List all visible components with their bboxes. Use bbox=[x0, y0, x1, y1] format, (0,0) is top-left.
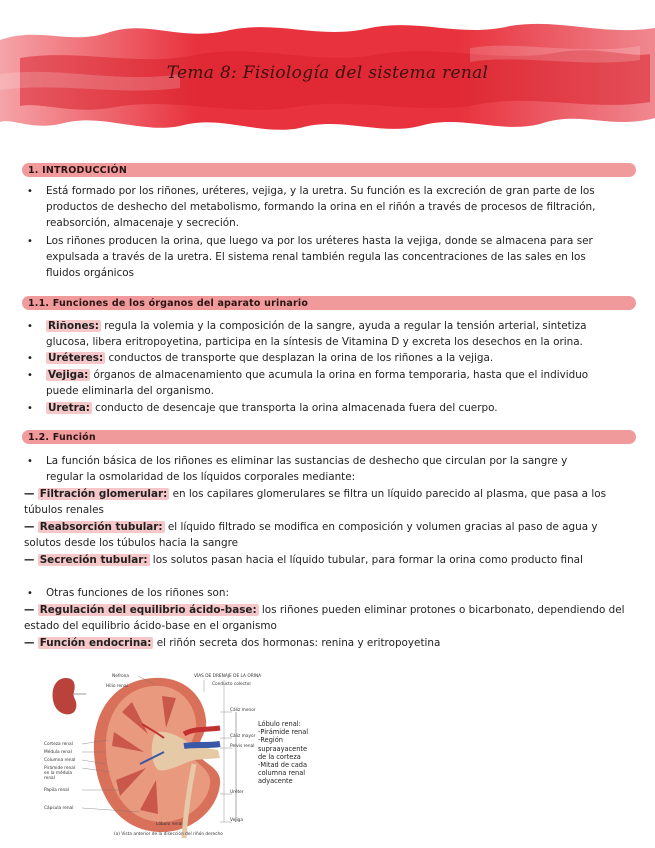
dash-mark: — bbox=[24, 521, 35, 533]
organ-rinones-text: regula la volemia y la composición de la sangre, ayuda a regular la tensión arterial, sintetiza bbox=[100, 320, 587, 332]
term-reabsorcion: Reabsorción tubular: bbox=[39, 521, 163, 533]
label-hilio: Hilio renal bbox=[106, 684, 128, 689]
label-medula: Médula renal bbox=[44, 750, 72, 755]
label-columna: Columna renal bbox=[44, 758, 76, 763]
organ-ureteres bbox=[46, 350, 493, 366]
lobulo-line: -Pirámide renal bbox=[258, 728, 309, 737]
organ-uretra bbox=[46, 400, 498, 416]
reabsorcion-text: el líquido filtrado se modifica en composición y volumen gracias al paso de agua y bbox=[164, 521, 598, 533]
term-filtracion: Filtración glomerular: bbox=[39, 488, 168, 500]
funcion-endocrina bbox=[24, 635, 440, 651]
label-piramide: Pirámide renal en la médula renal bbox=[44, 766, 76, 781]
lobulo-line: de la corteza bbox=[258, 752, 301, 761]
term-uretra: Uretra: bbox=[48, 402, 90, 414]
endocrina-text: el riñón secreta dos hormonas: renina y eritropoyetina bbox=[153, 637, 441, 649]
bullet-icon: • bbox=[27, 186, 33, 197]
label-vejiga: Vejiga bbox=[230, 818, 243, 823]
page-title: Tema 8: Fisiología del sistema renal bbox=[166, 63, 489, 83]
organ-vejiga-text: órganos de almacenamiento que acumula la orina en forma temporaria, hasta que el individuo bbox=[90, 369, 589, 381]
secrecion-text: los solutos pasan hacia el líquido tubular, para formar la orina como producto final bbox=[149, 554, 583, 566]
label-capsula: Cápsula renal bbox=[44, 806, 74, 811]
acido-text: los riñones pueden eliminar protones o bicarbonato, dependiendo del bbox=[258, 604, 625, 616]
filtracion-text: en los capilares glomerulares se filtra un líquido parecido al plasma, que pasa a los bbox=[169, 488, 606, 500]
funcion-acido-l1 bbox=[24, 602, 625, 618]
intro-b1-l2: productos de deshecho del metabolismo, formando la orina en el riñón a través de procesos de filtración, bbox=[46, 201, 596, 213]
organ-ureteres-text: conductos de transporte que desplazan la orina de los riñones a la vejiga. bbox=[105, 352, 494, 364]
label-papila: Papila renal bbox=[44, 788, 70, 793]
intro-b2-l3: fluidos orgánicos bbox=[46, 267, 135, 279]
bullet-icon: • bbox=[27, 456, 33, 467]
section-heading-organos: 1.1. Funciones de los órganos del aparato urinario bbox=[28, 298, 309, 309]
section-heading-intro: 1. INTRODUCCIÓN bbox=[28, 165, 127, 176]
term-vejiga: Vejiga: bbox=[48, 369, 89, 381]
label-ureter: Uréter bbox=[230, 790, 244, 795]
organ-rinones-l2: glucosa, libera eritropoyetina, participa en la síntesis de Vitamina D y excreta los desechos en la orina. bbox=[46, 336, 583, 348]
label-conducto: Conducto colector bbox=[212, 682, 252, 687]
lobulo-line: -Mitad de cada bbox=[258, 761, 308, 770]
section-bar-funcion bbox=[22, 430, 636, 444]
funcion-filtracion-l2: túbulos renales bbox=[24, 504, 104, 516]
funcion-otras: Otras funciones de los riñones son: bbox=[46, 587, 229, 599]
label-nefrona: Nefrona bbox=[112, 674, 130, 679]
term-rinones: Riñones: bbox=[48, 320, 99, 332]
lobulo-line: Lóbulo renal: bbox=[258, 720, 301, 728]
label-caliz-menor: Cáliz menor bbox=[230, 708, 256, 713]
lobulo-line: columna renal bbox=[258, 769, 306, 778]
bullet-icon: • bbox=[27, 353, 33, 364]
term-ureteres: Uréteres: bbox=[48, 352, 104, 364]
lobulo-line: adyacente bbox=[258, 777, 293, 786]
label-caliz-mayor: Cáliz mayor bbox=[230, 734, 256, 739]
term-acido-base: Regulación del equilibrio ácido-base: bbox=[39, 604, 257, 616]
dash-mark: — bbox=[24, 637, 35, 649]
funcion-reabsorcion-l2: solutos desde los túbulos hacia la sangre bbox=[24, 537, 239, 549]
bullet-icon: • bbox=[27, 370, 33, 381]
figure-caption: (a) Vista anterior de la disección del riñón derecho bbox=[114, 832, 223, 837]
dash-mark: — bbox=[24, 554, 35, 566]
lobulo-renal-legend bbox=[258, 720, 308, 786]
label-pelvis: Pelvis renal bbox=[230, 744, 255, 749]
bullet-icon: • bbox=[27, 588, 33, 599]
funcion-filtracion-l1 bbox=[24, 486, 606, 502]
label-vias: VÍAS DE DRENAJE DE LA ORINA bbox=[194, 674, 262, 679]
dash-mark: — bbox=[24, 604, 35, 616]
funcion-intro-l1: La función básica de los riñones es eliminar las sustancias de deshecho que circulan por la sangre y bbox=[46, 455, 568, 467]
label-corteza: Corteza renal bbox=[44, 742, 73, 747]
funcion-intro-l2: regular la osmolaridad de los líquidos corporales mediante: bbox=[46, 471, 356, 483]
section-heading-funcion: 1.2. Función bbox=[28, 432, 96, 443]
intro-b2-l2: expulsada a través de la uretra. El sistema renal también regula las concentraciones de las sales en los bbox=[46, 251, 586, 263]
funcion-acido-l2: estado del equilibrio ácido-base en el organismo bbox=[24, 620, 277, 632]
bullet-icon: • bbox=[27, 403, 33, 414]
funcion-secrecion bbox=[24, 552, 583, 568]
term-endocrina: Función endocrina: bbox=[39, 637, 152, 649]
organ-vejiga-l2: puede eliminarla del organismo. bbox=[46, 385, 214, 397]
intro-b2-l1: Los riñones producen la orina, que luego va por los uréteres hasta la vejiga, donde se almacena para ser bbox=[46, 235, 593, 247]
bullet-icon: • bbox=[27, 321, 33, 332]
lobulo-line: -Región bbox=[258, 736, 283, 745]
organ-vejiga-l1 bbox=[46, 367, 588, 383]
organ-rinones-l1 bbox=[46, 318, 586, 334]
intro-b1-l1: Está formado por los riñones, uréteres, vejiga, y la uretra. Su función es la excreción de gran parte de los bbox=[46, 185, 595, 197]
intro-b1-l3: reabsorción, almacenaje y secreción. bbox=[46, 217, 239, 229]
term-secrecion: Secreción tubular: bbox=[39, 554, 148, 566]
label-lobulo-small: Lóbulo renal bbox=[156, 822, 183, 827]
funcion-reabsorcion-l1 bbox=[24, 519, 598, 535]
bullet-icon: • bbox=[27, 236, 33, 247]
lobulo-line: supraayacente bbox=[258, 744, 308, 753]
organ-uretra-text: conducto de desencaje que transporta la orina almacenada fuera del cuerpo. bbox=[91, 402, 498, 414]
dash-mark: — bbox=[24, 488, 35, 500]
